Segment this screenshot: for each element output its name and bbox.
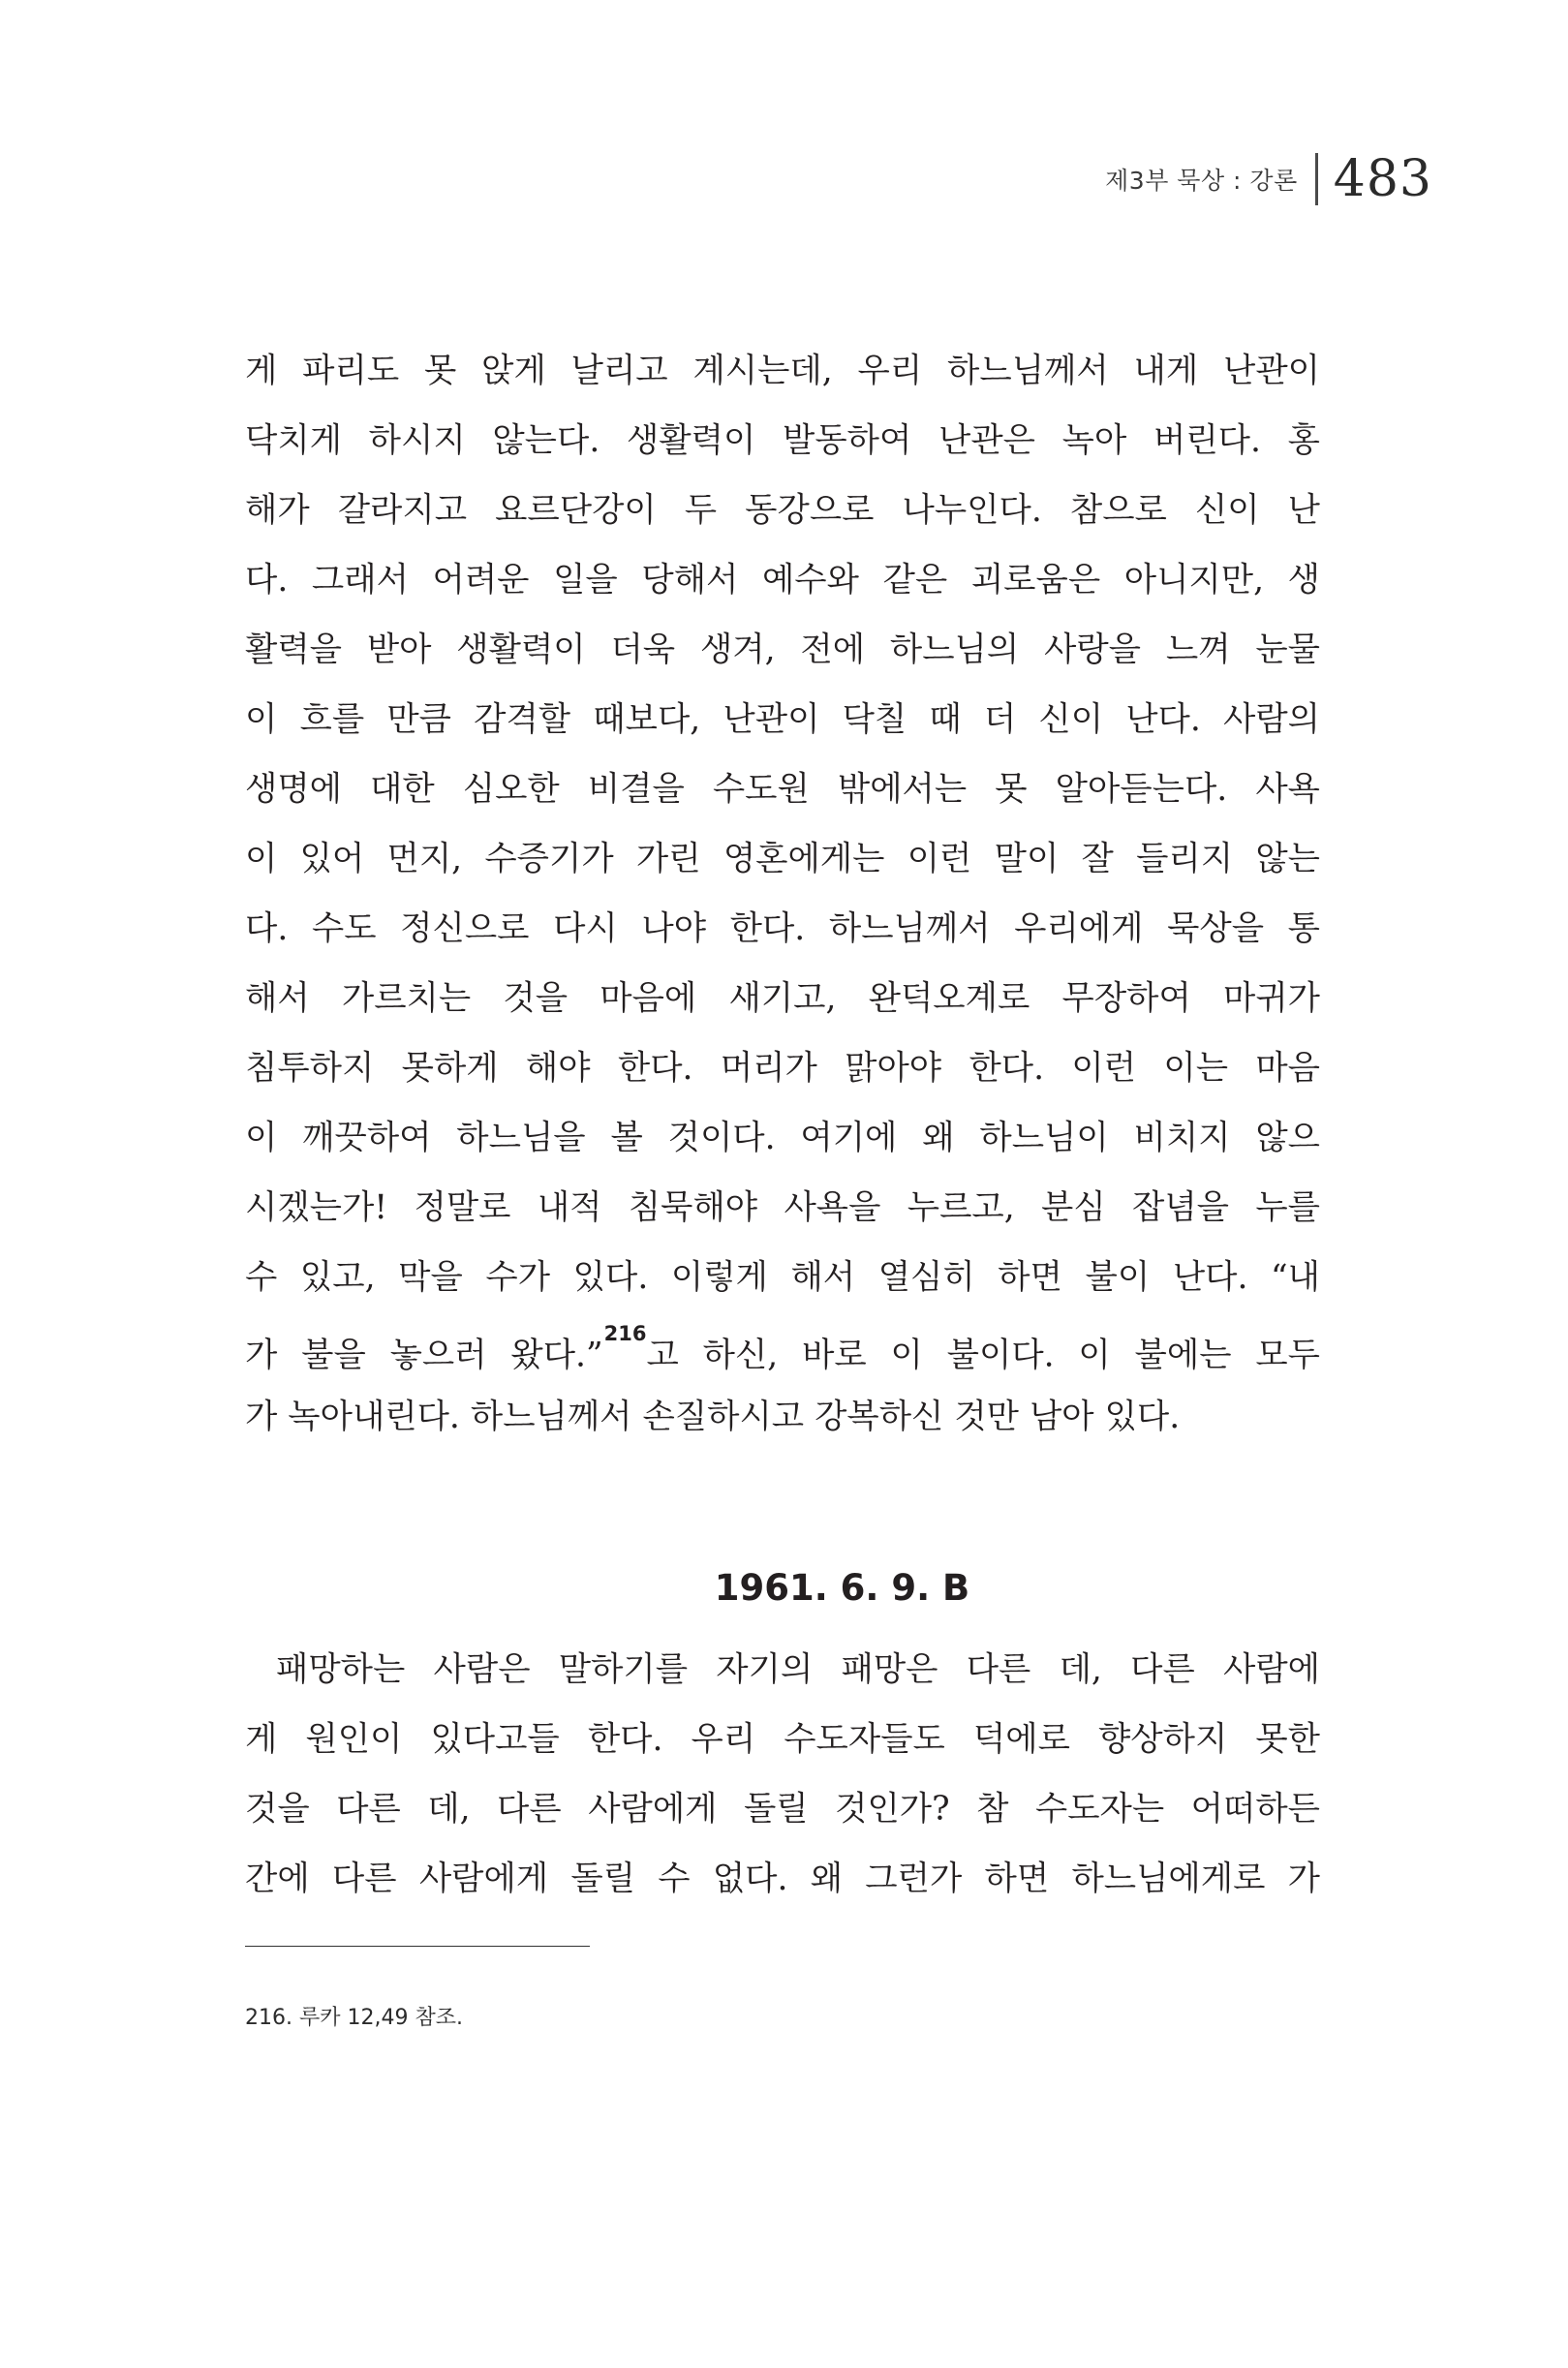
page-number: 483 — [1333, 150, 1432, 208]
text-line-with-footnote-ref — [245, 1312, 1320, 1382]
footnote: 216. 루카 12,49 참조. — [245, 2006, 463, 2030]
section-heading: 1961. 6. 9. B — [714, 1567, 970, 1609]
text-line: 이 깨끗하여 하느님을 볼 것이다. 여기에 왜 하느님이 비치지 않으 — [245, 1119, 1320, 1157]
text-line: 생명에 대한 심오한 비결을 수도원 밖에서는 못 알아듣는다. 사욕 — [245, 770, 1320, 809]
text-line: 가 녹아내린다. 하느님께서 손질하시고 강복하신 것만 남아 있다. — [245, 1398, 1181, 1436]
header-section-title: 제3부 묵상 : 강론 — [1105, 167, 1298, 195]
text-line: 해서 가르치는 것을 마음에 새기고, 완덕오계로 무장하여 마귀가 — [245, 979, 1320, 1018]
text-line: 게 원인이 있다고들 한다. 우리 수도자들도 덕에로 향상하지 못한 — [245, 1720, 1320, 1759]
text-line: 수 있고, 막을 수가 있다. 이렇게 해서 열심히 하면 불이 난다. “내 — [245, 1258, 1320, 1297]
text-line: 다. 수도 정신으로 다시 나야 한다. 하느님께서 우리에게 묵상을 통 — [245, 909, 1320, 948]
footnote-divider — [245, 1946, 590, 1947]
paragraph-2 — [245, 1635, 1320, 1914]
text-line: 패망하는 사람은 말하기를 자기의 패망은 다른 데, 다른 사람에 — [276, 1650, 1320, 1689]
text-line: 닥치게 하시지 않는다. 생활력이 발동하여 난관은 녹아 버린다. 홍 — [245, 421, 1320, 460]
text-line: 시겠는가! 정말로 내적 침묵해야 사욕을 누르고, 분심 잡념을 누를 — [245, 1188, 1320, 1227]
text-line: 간에 다른 사람에게 돌릴 수 없다. 왜 그런가 하면 하느님에게로 가 — [245, 1860, 1320, 1898]
header-divider — [1315, 153, 1318, 205]
text-line: 활력을 받아 생활력이 더욱 생겨, 전에 하느님의 사랑을 느껴 눈물 — [245, 630, 1320, 669]
footnote-reference[interactable]: 216 — [603, 1322, 647, 1345]
text-line: 이 흐를 만큼 감격할 때보다, 난관이 닥칠 때 더 신이 난다. 사람의 — [245, 700, 1320, 739]
paragraph-1 — [245, 336, 1320, 1452]
text-segment: 가 불을 놓으러 왔다.” — [245, 1336, 603, 1375]
text-line: 다. 그래서 어려운 일을 당해서 예수와 같은 괴로움은 아니지만, 생 — [245, 561, 1320, 600]
running-header — [1105, 145, 1432, 213]
text-line: 해가 갈라지고 요르단강이 두 동강으로 나누인다. 참으로 신이 난 — [245, 491, 1320, 530]
text-segment: 고 하신, 바로 이 불이다. 이 불에는 모두 — [646, 1336, 1320, 1375]
text-line: 침투하지 못하게 해야 한다. 머리가 맑아야 한다. 이런 이는 마음 — [245, 1049, 1320, 1088]
text-line: 게 파리도 못 앉게 날리고 계시는데, 우리 하느님께서 내게 난관이 — [245, 352, 1320, 390]
text-line: 것을 다른 데, 다른 사람에게 돌릴 것인가? 참 수도자는 어떠하든 — [245, 1790, 1320, 1829]
text-line: 이 있어 먼지, 수증기가 가린 영혼에게는 이런 말이 잘 들리지 않는 — [245, 840, 1320, 878]
